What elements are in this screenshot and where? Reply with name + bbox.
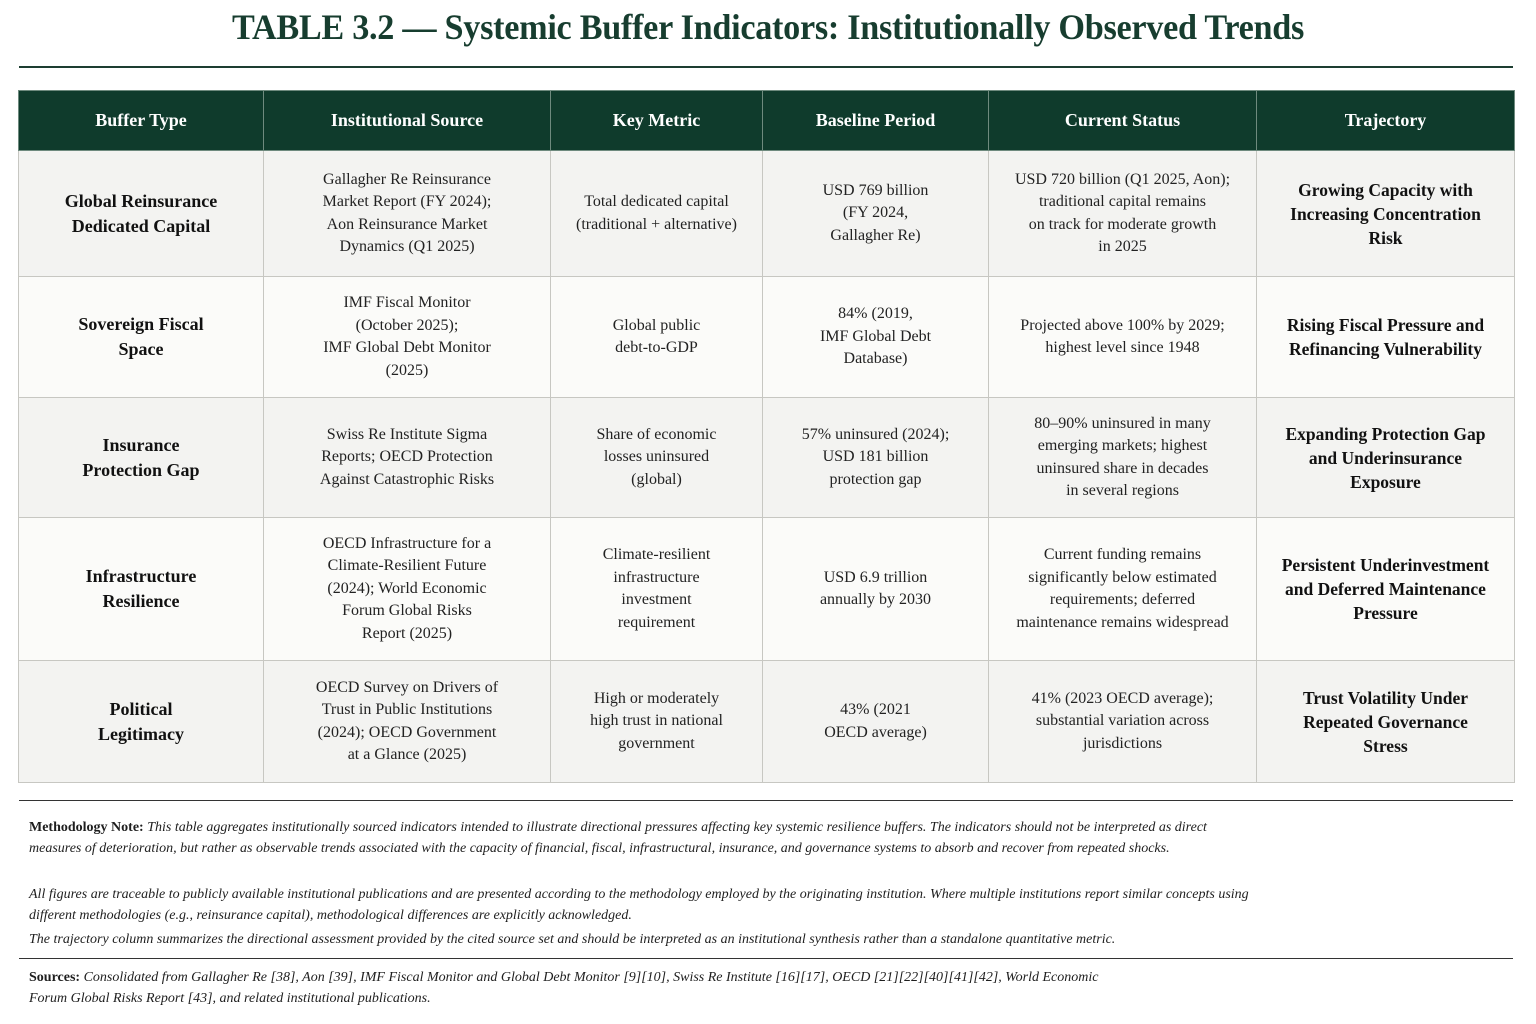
baseline-cell [763, 151, 989, 277]
cell-line: debt-to-GDP [615, 339, 698, 356]
status-cell [989, 661, 1257, 783]
buffer-type-cell [19, 661, 264, 783]
trajectory-cell [1257, 661, 1515, 783]
cell-line: 57% uninsured (2024); [801, 425, 950, 443]
cell-line: Growing Capacity with [1298, 179, 1473, 200]
cell-line: Report (2025) [361, 624, 453, 642]
cell-line: Against Catastrophic Risks [319, 470, 495, 488]
table-row [19, 277, 1515, 398]
source-cell [264, 398, 551, 518]
cell-line: USD 769 billion [822, 181, 929, 199]
cell-line: requirements; deferred [1049, 591, 1196, 608]
metric-cell [551, 398, 763, 518]
cell-line: losses uninsured [603, 448, 710, 466]
cell-line: Gallagher Re Reinsurance [323, 170, 491, 188]
notes-divider [19, 800, 1513, 801]
cell-line: investment [621, 591, 692, 608]
header-buffer-type: Buffer Type [19, 91, 264, 151]
metric-cell [551, 277, 763, 398]
source-cell [264, 518, 551, 661]
cell-line: (2024); World Economic [327, 579, 487, 597]
page-title: TABLE 3.2 — Systemic Buffer Indicators: Institutionally Observed Trends [231, 7, 1305, 47]
cell-line: Repeated Governance [1303, 711, 1468, 732]
cell-line: IMF Global Debt [819, 327, 932, 345]
cell-line: Global Reinsurance [64, 190, 218, 211]
cell-line: Trust Volatility Under [1303, 687, 1468, 708]
cell-line: annually by 2030 [819, 591, 932, 608]
status-cell [989, 151, 1257, 277]
cell-line: Swiss Re Institute Sigma [326, 425, 488, 443]
cell-line: Aon Reinsurance Market [326, 215, 488, 233]
cell-line: Total dedicated capital [584, 193, 729, 210]
buffer-type-cell [19, 277, 264, 398]
table-row [19, 398, 1515, 518]
cell-line: USD 181 billion [822, 448, 929, 466]
cell-line: Climate-Resilient Future [327, 557, 487, 575]
table-header-row [19, 91, 1515, 151]
indicators-table [18, 90, 1515, 783]
cell-line: Pressure [1353, 603, 1418, 623]
cell-line: Insurance [102, 434, 180, 455]
cell-line: protection gap [829, 470, 922, 488]
header-institutional-source: Institutional Source [264, 91, 551, 151]
status-cell [989, 277, 1257, 398]
sources-divider [19, 958, 1513, 959]
cell-line: Sovereign Fiscal [78, 314, 204, 334]
baseline-cell [763, 398, 989, 518]
cell-line: Gallagher Re) [830, 226, 921, 244]
cell-line: Refinancing Vulnerability [1288, 339, 1483, 359]
cell-line: requirement [617, 613, 696, 631]
trajectory-cell [1257, 398, 1515, 518]
baseline-cell [763, 661, 989, 783]
cell-line: USD 6.9 trillion [823, 568, 928, 586]
cell-line: Projected above 100% by 2029; [1020, 316, 1225, 334]
buffer-type-cell [19, 151, 264, 277]
cell-line: (traditional + alternative) [576, 215, 737, 233]
methodology-label: Methodology Note: [29, 820, 144, 835]
cell-line: (2024); OECD Government [317, 723, 497, 741]
cell-line: Market Report (FY 2024); [322, 193, 492, 210]
cell-line: IMF Global Debt Monitor [323, 339, 491, 356]
cell-line: OECD Survey on Drivers of [315, 678, 499, 696]
status-cell [989, 518, 1257, 661]
cell-line: significantly below estimated [1028, 568, 1217, 586]
source-cell [264, 277, 551, 398]
cell-line: Risk [1368, 227, 1403, 248]
cell-line: Protection Gap [82, 459, 200, 480]
trajectory-note: The trajectory column summarizes the directional assessment provided by the cited source set and should be interpreted as an institutional synthesis rather than a standalone quantitative metric. [29, 932, 1116, 947]
cell-line: Reports; OECD Protection [321, 448, 493, 466]
cell-line: on track for moderate growth [1028, 215, 1217, 233]
buffer-type-cell [19, 518, 264, 661]
trajectory-cell [1257, 151, 1515, 277]
cell-line: Current funding remains [1043, 546, 1202, 563]
metric-cell [551, 518, 763, 661]
cell-line: OECD average) [824, 723, 927, 741]
cell-line: infrastructure [613, 568, 700, 586]
trajectory-cell [1257, 518, 1515, 661]
cell-line: Persistent Underinvestment [1281, 555, 1490, 575]
baseline-cell [763, 277, 989, 398]
cell-line: Infrastructure [85, 566, 197, 586]
cell-line: Stress [1363, 735, 1408, 756]
cell-line: high trust in national [590, 712, 723, 730]
cell-line: in 2025 [1098, 238, 1147, 255]
methodology-note [29, 817, 1259, 859]
header-baseline-period: Baseline Period [763, 91, 989, 151]
cell-line: USD 720 billion (Q1 2025, Aon); [1014, 170, 1231, 188]
cell-line: Database) [843, 350, 908, 368]
cell-line: highest level since 1948 [1045, 339, 1200, 356]
table-row [19, 661, 1515, 783]
traceability-note: All figures are traceable to publicly available institutional publications and are presented according to the methodology employed by the originating institution. Where multiple institutions report similar concepts using different methodologies (e.g., reinsurance capital), methodological differences are explicitly acknowledged. [29, 887, 1249, 923]
cell-line: (2025) [385, 361, 429, 379]
cell-line: Trust in Public Institutions [321, 701, 493, 718]
cell-line: (FY 2024, [842, 204, 909, 222]
cell-line: Expanding Protection Gap [1285, 423, 1486, 444]
cell-line: OECD Infrastructure for a [322, 534, 492, 552]
cell-line: Forum Global Risks [342, 602, 472, 620]
cell-line: jurisdictions [1082, 734, 1163, 752]
cell-line: at a Glance (2025) [347, 746, 467, 763]
cell-line: Legitimacy [98, 723, 184, 744]
header-key-metric: Key Metric [551, 91, 763, 151]
cell-line: uninsured share in decades [1036, 459, 1209, 477]
cell-line: Political [109, 698, 173, 719]
cell-line: IMF Fiscal Monitor [343, 294, 471, 311]
cell-line: 80–90% uninsured in many [1034, 414, 1211, 432]
table-row [19, 518, 1515, 661]
header-trajectory: Trajectory [1257, 91, 1515, 151]
table-row [19, 151, 1515, 277]
methodology-text: This table aggregates institutionally sourced indicators intended to illustrate directional pressures affecting key systemic resilience buffers. The indicators should not be interpreted as direct measures of deterioration, but rather as observable trends associated with the capacity of financial, fiscal, infrastructural, insurance, and governance systems to absorb and recover from repeated shocks. [29, 820, 1207, 856]
cell-line: maintenance remains widespread [1016, 613, 1229, 631]
sources-label: Sources: [29, 970, 81, 985]
cell-line: Dynamics (Q1 2025) [339, 238, 475, 255]
sources-text: Consolidated from Gallagher Re [38], Aon [39], IMF Fiscal Monitor and Global Debt Monitor [9][10], Swiss Re Institute [16][17], OECD [21][22][40][41][42], World Economic Forum Global Risks Report [43], and related institutional publications. [29, 970, 1099, 1006]
cell-line: Increasing Concentration [1290, 203, 1481, 224]
cell-line: Rising Fiscal Pressure and [1286, 315, 1485, 335]
cell-line: substantial variation across [1035, 712, 1210, 730]
cell-line: (global) [631, 470, 682, 488]
baseline-cell [763, 518, 989, 661]
cell-line: and Deferred Maintenance [1285, 579, 1486, 599]
cell-line: Space [118, 339, 164, 359]
metric-cell [551, 661, 763, 783]
trajectory-cell [1257, 277, 1515, 398]
cell-line: 41% (2023 OECD average); [1031, 689, 1214, 707]
source-cell [264, 151, 551, 277]
metric-cell [551, 151, 763, 277]
cell-line: Global public [612, 316, 701, 334]
buffer-type-cell [19, 398, 264, 518]
cell-line: government [618, 734, 695, 752]
cell-line: traditional capital remains [1038, 193, 1207, 210]
cell-line: and Underinsurance [1308, 447, 1463, 468]
cell-line: Climate-resilient [602, 546, 711, 563]
cell-line: High or moderately [593, 689, 720, 707]
sources-note [29, 967, 1109, 1009]
cell-line: Share of economic [596, 425, 717, 443]
cell-line: Exposure [1350, 471, 1421, 492]
status-cell [989, 398, 1257, 518]
cell-line: Dedicated Capital [71, 215, 211, 236]
source-cell [264, 661, 551, 783]
cell-line: 43% (2021 [840, 701, 911, 718]
cell-line: (October 2025); [355, 316, 459, 334]
cell-line: in several regions [1066, 482, 1179, 499]
cell-line: emerging markets; highest [1037, 437, 1208, 454]
cell-line: 84% (2019, [838, 305, 913, 323]
title-divider [19, 66, 1513, 68]
cell-line: Resilience [102, 591, 180, 611]
header-current-status: Current Status [989, 91, 1257, 151]
